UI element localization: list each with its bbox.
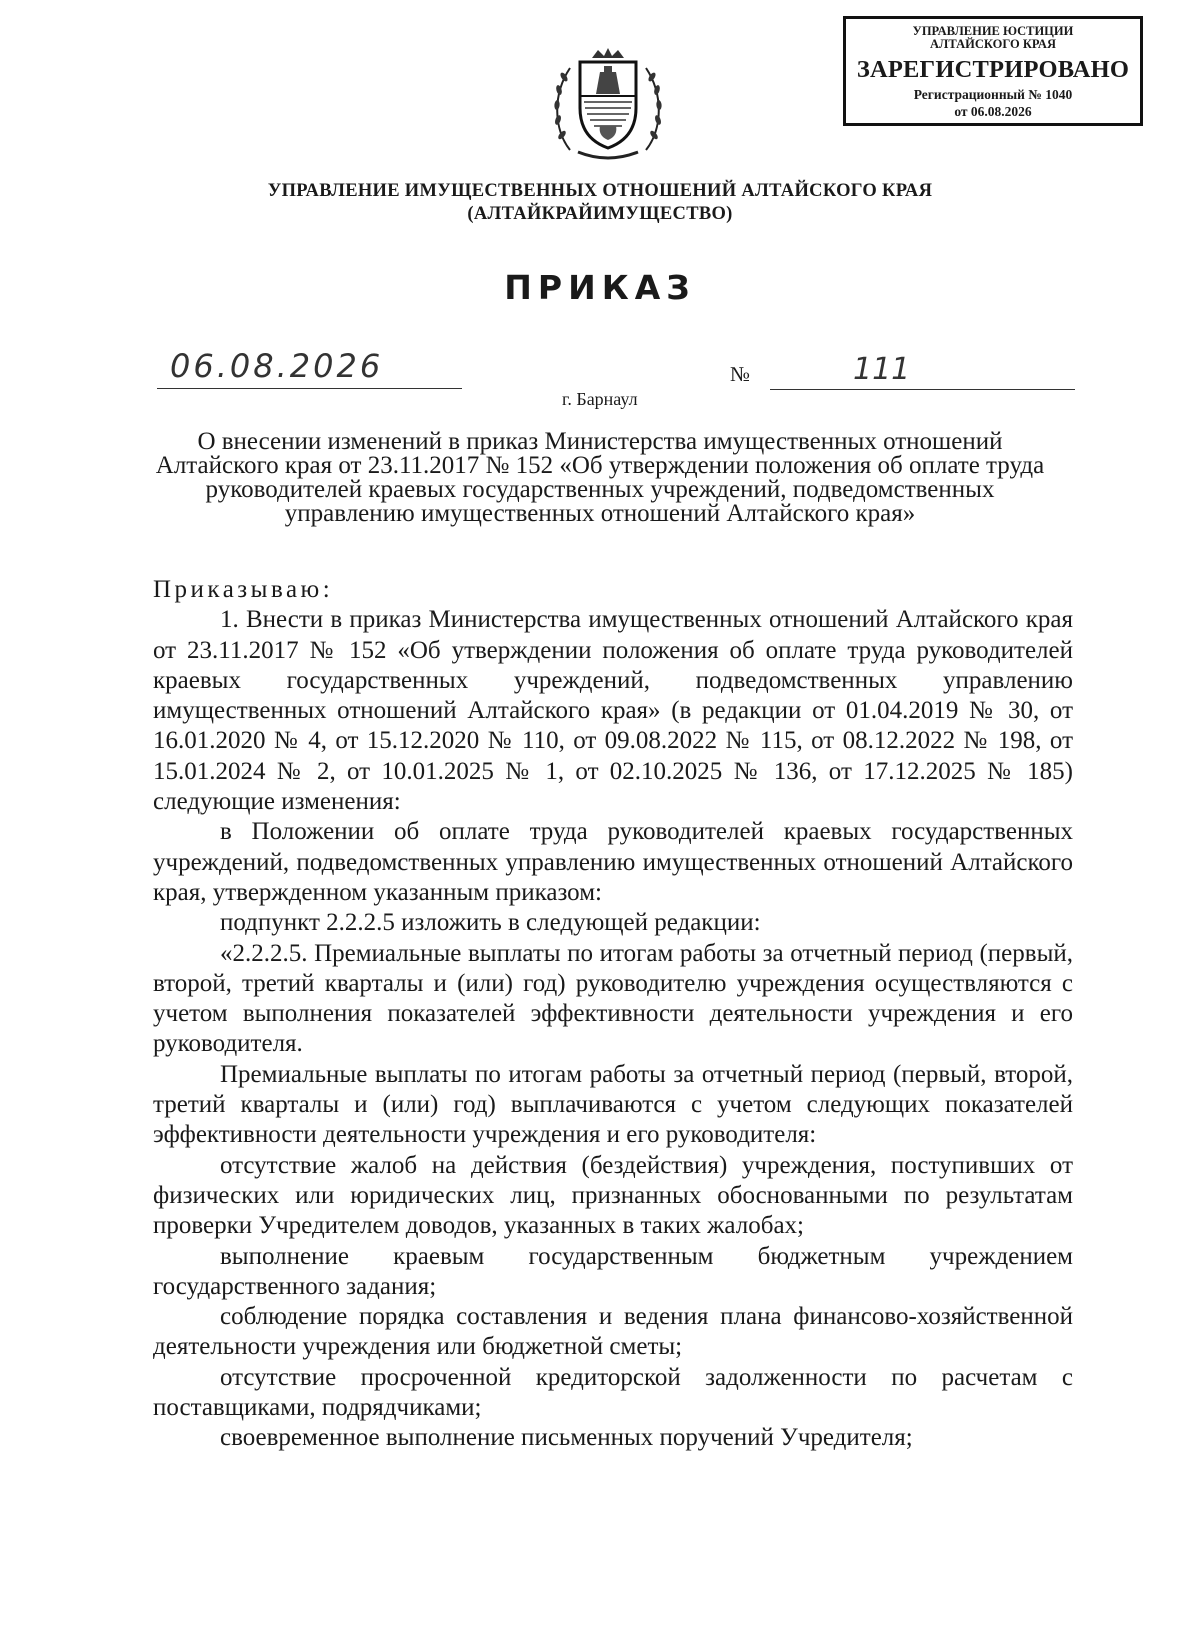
document-type-title: ПРИКАЗ — [504, 268, 696, 307]
number-underline — [770, 389, 1075, 390]
paragraph: 1. Внести в приказ Министерства имущественных отношений Алтайского края от 23.11.2017 № 152 «Об утверждении положения об оплате труда руководителей краевых государственных учреждений, подведомственных управлению имущественных отношений Алтайского края» (в редакции от 01.04.2019 № 30, от 16.01.2020 № 4, от 15.12.2020 № 110, от 09.08.2022 № 115, от 08.12.2022 № 198, от 15.01.2024 № 2, от 10.01.2025 № 1, от 02.10.2025 № 136, от 17.12.2025 № 185) следующие изменения: — [153, 606, 1073, 816]
date-underline — [157, 388, 462, 389]
paragraph: «2.2.2.5. Премиальные выплаты по итогам работы за отчетный период (первый, второй, третий кварталы и (или) год) руководителю учреждения осуществляются с учетом выполнения показателей эффективности деятельности учреждения и его руководителя. — [153, 939, 1073, 1058]
stamp-org-line2: АЛТАЙСКОГО КРАЯ — [930, 37, 1056, 51]
document-number: 111 — [853, 352, 911, 387]
organization-name: УПРАВЛЕНИЕ ИМУЩЕСТВЕННЫХ ОТНОШЕНИЙ АЛТАЙСКОГО КРАЯ — [267, 181, 933, 201]
stamp-org — [846, 25, 1140, 51]
document-date: 06.08.2026 — [170, 347, 384, 385]
stamp-reg-date: от 06.08.2026 — [954, 104, 1032, 119]
registration-stamp — [843, 16, 1143, 126]
paragraph: соблюдение порядка составления и ведения плана финансово-хозяйственной деятельности учреждения или бюджетной сметы; — [153, 1303, 1073, 1361]
document-subject: О внесении изменений в приказ Министерства имущественных отношений Алтайского края от 23.11.2017 № 152 «Об утверждении положения об оплате труда руководителей краевых государственных учреждений, подведомственных управлению имущественных отношений Алтайского края» — [155, 428, 1045, 527]
stamp-reg-number: Регистрационный № 1040 — [913, 87, 1073, 102]
coat-of-arms-emblem — [548, 40, 668, 170]
paragraph: выполнение краевым государственным бюджетным учреждением государственного задания; — [153, 1242, 1073, 1300]
stamp-org-line1: УПРАВЛЕНИЕ ЮСТИЦИИ — [912, 24, 1074, 38]
paragraph: Премиальные выплаты по итогам работы за отчетный период (первый, второй, третий кварталы и (или) год) выплачиваются с учетом следующих показателей эффективности деятельности учреждения и его руководителя: — [153, 1060, 1073, 1149]
document-body — [153, 575, 1073, 1454]
stamp-status: ЗАРЕГИСТРИРОВАНО — [856, 56, 1130, 83]
paragraph: в Положении об оплате труда руководителей краевых государственных учреждений, подведомственных управлению имущественных отношений Алтайского края, утвержденном указанным приказом: — [153, 818, 1073, 906]
number-label: № — [730, 362, 751, 386]
organization-short-name: (АЛТАЙКРАЙИМУЩЕСТВО) — [467, 204, 733, 224]
paragraph: подпункт 2.2.2.5 изложить в следующей редакции: — [220, 909, 761, 937]
intro-line: Приказываю: — [153, 576, 334, 603]
paragraph: отсутствие жалоб на действия (бездействия) учреждения, поступивших от физических или юридических лиц, признанных обоснованными по результатам проверки Учредителем доводов, указанных в таких жалобах; — [153, 1151, 1073, 1240]
city: г. Барнаул — [562, 389, 638, 409]
paragraph: отсутствие просроченной кредиторской задолженности по расчетам с поставщиками, подрядчиками; — [153, 1363, 1073, 1422]
paragraph: своевременное выполнение письменных поручений Учредителя; — [220, 1424, 913, 1452]
